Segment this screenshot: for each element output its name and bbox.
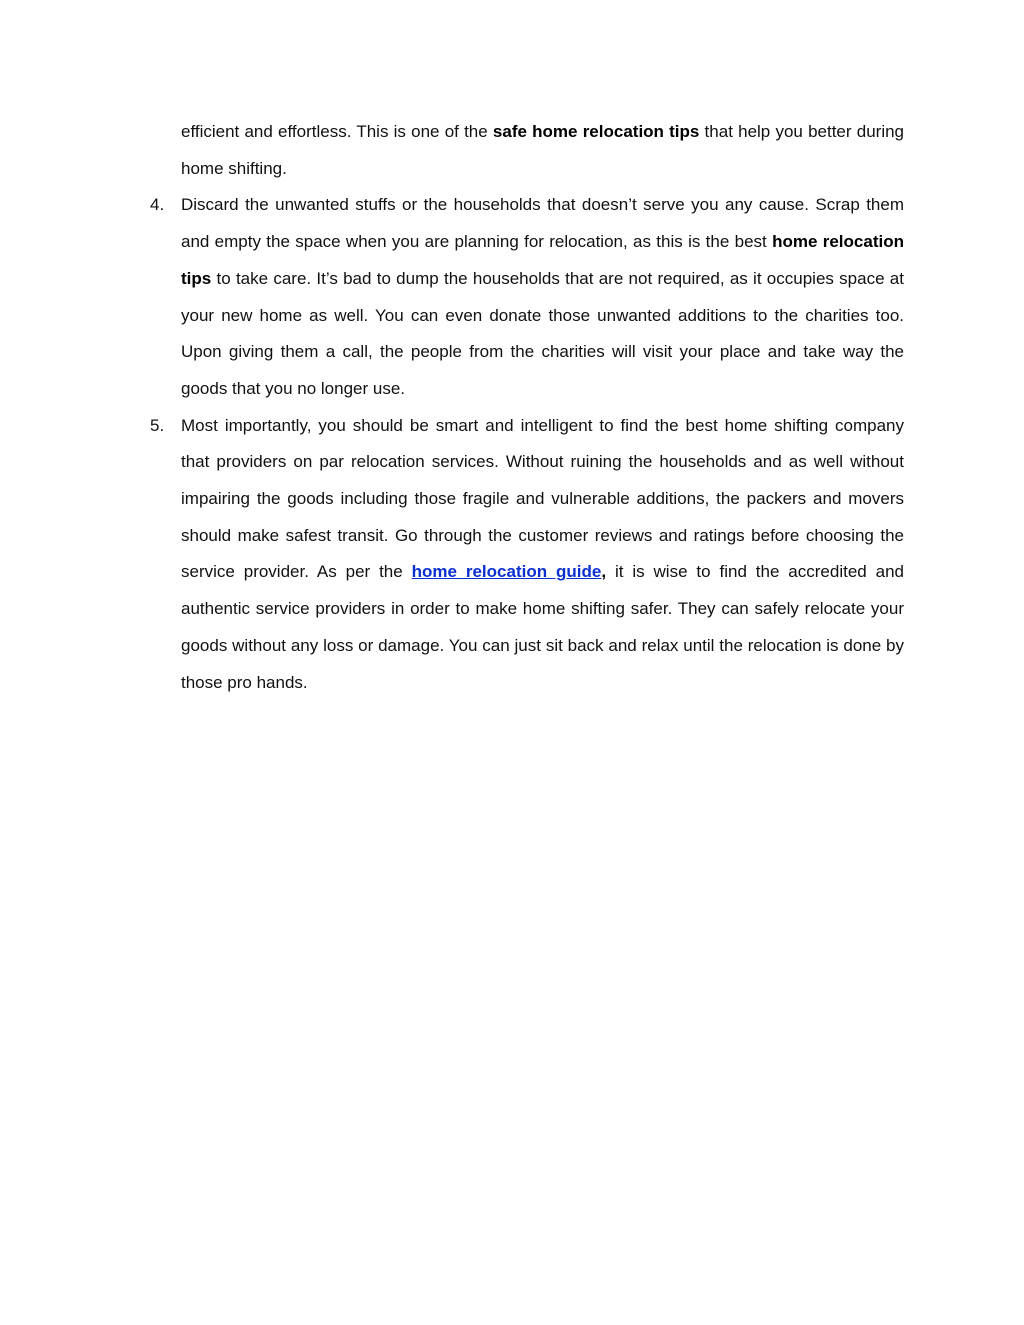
intro-text-end: that help you better during home shifting. xyxy=(181,122,905,178)
list-item-5 xyxy=(150,408,904,702)
home-relocation-guide-link[interactable]: home relocation guide xyxy=(411,562,602,582)
item-4-bold-phrase: home relocation tips xyxy=(181,232,904,288)
item-5-text-start: Most importantly, you should be smart and intelligent to find the best home shifting company that providers on par relocation services. Without ruining the households and as well without impairing the goods including those fragile and vulnerable additions, the packers and movers should make safest transit. Go through the customer reviews and ratings before choosing the service provider. As per the xyxy=(181,415,904,582)
intro-text-start: efficient and effortless. This is one of the xyxy=(181,122,493,141)
list-number-5: 5. xyxy=(150,415,165,435)
intro-paragraph xyxy=(181,114,904,187)
item-5-comma: , xyxy=(601,562,607,582)
item-4-text-start: Discard the unwanted stuffs or the households that doesn’t serve you any cause. Scrap them and empty the space when you are planning for relocation, as this is the best xyxy=(181,195,904,252)
document-body xyxy=(150,114,905,701)
list-item-4 xyxy=(150,187,904,407)
item-5-text-end: it is wise to find the accredited and authentic service providers in order to make home shifting safer. They can safely relocate your goods without any loss or damage. You can just sit back and relax until the relocation is done by those pro hands. xyxy=(181,562,904,692)
item-4-text-end: to take care. It’s bad to dump the households that are not required, as it occupies space at your new home as well. You can even donate those unwanted additions to the charities too. Upon giving them a call, the people from the charities will visit your place and take way the goods that you no longer use. xyxy=(181,268,904,398)
intro-bold-phrase: safe home relocation tips xyxy=(492,122,700,141)
list-number-4: 4. xyxy=(150,195,165,215)
